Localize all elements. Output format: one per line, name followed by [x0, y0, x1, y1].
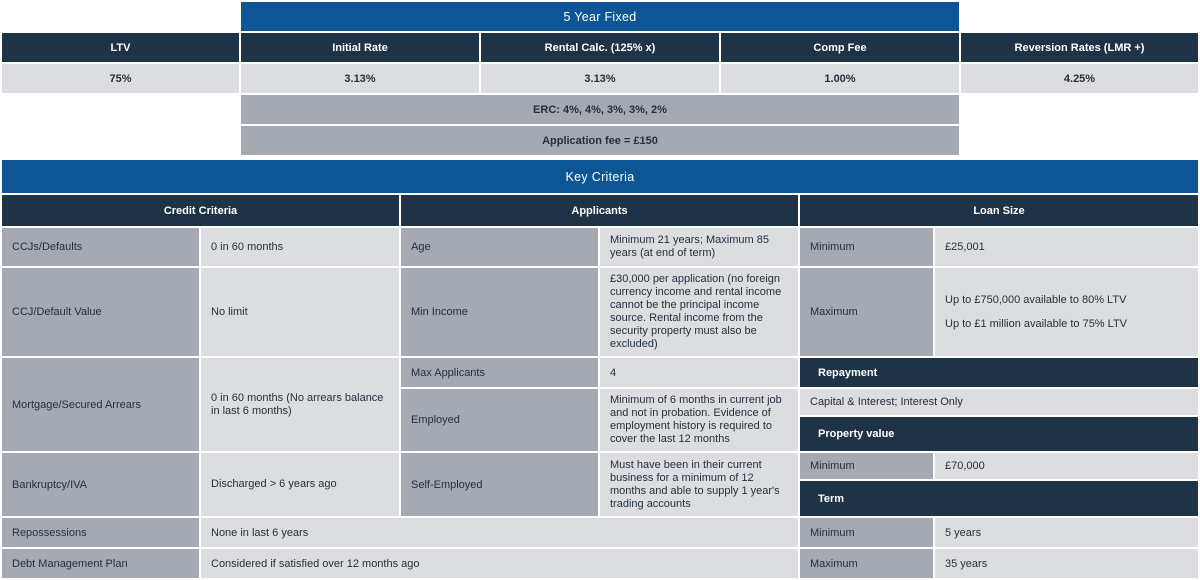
- credit-label-bankruptcy-iva: Bankruptcy/IVA: [2, 453, 199, 516]
- term-max-label: Maximum: [800, 549, 933, 578]
- applicant-label-self-employed: Self-Employed: [401, 453, 598, 516]
- loan-max-label: Maximum: [800, 268, 933, 356]
- value-ltv: 75%: [2, 64, 239, 93]
- term-max-value: 35 years: [935, 549, 1198, 578]
- credit-value-mortgage-arrears: 0 in 60 months (No arrears balance in last 6 months): [201, 358, 399, 451]
- header-reversion-rates: Reversion Rates (LMR +): [961, 33, 1198, 62]
- credit-value-ccj-default-value: No limit: [201, 268, 399, 356]
- term-min-value: 5 years: [935, 518, 1198, 547]
- applicant-value-min-income: £30,000 per application (no foreign currency income and rental income cannot be the principal income source. Rental income from the security property must also be excluded): [600, 268, 798, 356]
- applicant-value-self-employed: Must have been in their current business for a minimum of 12 months and able to supply 1 year's trading accounts: [600, 453, 798, 516]
- credit-label-debt-management: Debt Management Plan: [2, 549, 199, 578]
- applicants-header: Applicants: [401, 195, 798, 226]
- credit-label-ccjs-defaults: CCJs/Defaults: [2, 228, 199, 266]
- credit-label-ccj-default-value: CCJ/Default Value: [2, 268, 199, 356]
- loan-max-value-line-2: Up to £1 million available to 75% LTV: [945, 318, 1128, 330]
- erc-row: ERC: 4%, 4%, 3%, 3%, 2%: [241, 95, 959, 124]
- credit-value-ccjs-defaults: 0 in 60 months: [201, 228, 399, 266]
- term-min-label: Minimum: [800, 518, 933, 547]
- applicant-value-max-applicants: 4: [600, 358, 798, 387]
- loan-max-value: [935, 268, 1198, 356]
- key-criteria-title: Key Criteria: [2, 160, 1198, 193]
- header-initial-rate: Initial Rate: [241, 33, 479, 62]
- value-rental-calc: 3.13%: [481, 64, 719, 93]
- applicant-value-age: Minimum 21 years; Maximum 85 years (at end of term): [600, 228, 798, 266]
- credit-value-debt-management: Considered if satisfied over 12 months ago: [201, 549, 798, 578]
- applicant-label-age: Age: [401, 228, 598, 266]
- repayment-header: Repayment: [800, 358, 1198, 387]
- repayment-value: Capital & Interest; Interest Only: [800, 389, 1198, 415]
- loan-max-value-line-1: Up to £750,000 available to 80% LTV: [945, 294, 1127, 306]
- value-comp-fee: 1.00%: [721, 64, 959, 93]
- application-fee-row: Application fee = £150: [241, 126, 959, 155]
- credit-criteria-header: Credit Criteria: [2, 195, 399, 226]
- value-reversion-rates: 4.25%: [961, 64, 1198, 93]
- property-min-value: £70,000: [935, 453, 1198, 479]
- header-ltv: LTV: [2, 33, 239, 62]
- credit-label-repossessions: Repossessions: [2, 518, 199, 547]
- property-value-header: Property value: [800, 417, 1198, 451]
- applicant-label-min-income: Min Income: [401, 268, 598, 356]
- loan-min-label: Minimum: [800, 228, 933, 266]
- property-min-label: Minimum: [800, 453, 933, 479]
- credit-value-repossessions: None in last 6 years: [201, 518, 798, 547]
- term-header: Term: [800, 481, 1198, 516]
- credit-label-mortgage-arrears: Mortgage/Secured Arrears: [2, 358, 199, 451]
- header-rental-calc: Rental Calc. (125% x): [481, 33, 719, 62]
- loan-min-value: £25,001: [935, 228, 1198, 266]
- applicant-value-employed: Minimum of 6 months in current job and not in probation. Evidence of employment history is required to cover the last 12 months: [600, 389, 798, 451]
- value-initial-rate: 3.13%: [241, 64, 479, 93]
- applicant-label-employed: Employed: [401, 389, 598, 451]
- credit-value-bankruptcy-iva: Discharged > 6 years ago: [201, 453, 399, 516]
- header-comp-fee: Comp Fee: [721, 33, 959, 62]
- applicant-label-max-applicants: Max Applicants: [401, 358, 598, 387]
- product-title: 5 Year Fixed: [241, 2, 959, 31]
- loan-size-header: Loan Size: [800, 195, 1198, 226]
